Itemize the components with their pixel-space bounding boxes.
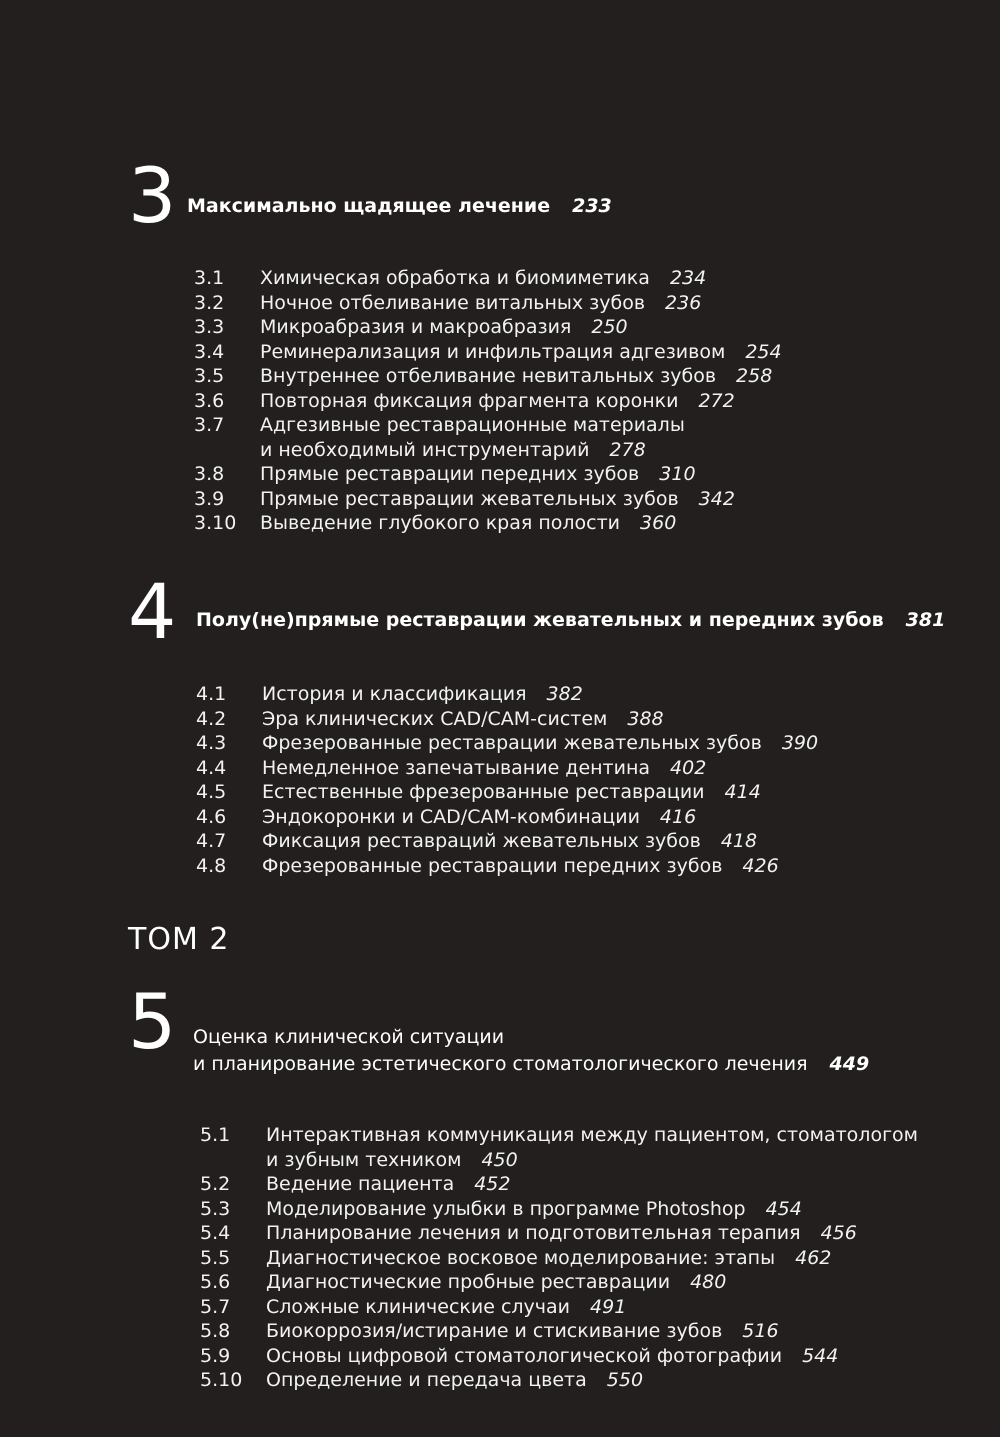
section-title: Ведение пациента <box>266 1173 455 1195</box>
toc-item-4-2[interactable] <box>196 707 818 732</box>
toc-item-3-9[interactable] <box>194 487 782 512</box>
section-number: 3.5 <box>194 365 225 387</box>
section-title: Прямые реставрации жевательных зубов <box>260 487 679 510</box>
section-page: 454 <box>765 1197 802 1220</box>
toc-item-5-8[interactable] <box>200 1319 918 1344</box>
section-page: 418 <box>720 830 758 852</box>
section-title: Диагностическое восковое моделирование: этапы <box>266 1246 776 1269</box>
section-number: 5.7 <box>200 1295 231 1318</box>
chapter-3-page: 233 <box>572 195 612 217</box>
section-page: 382 <box>546 683 583 705</box>
section-number: 3.4 <box>194 340 225 363</box>
chapter-3-title[interactable] <box>187 193 612 219</box>
toc-item-5-9[interactable] <box>200 1344 918 1369</box>
section-page: 480 <box>690 1271 727 1293</box>
section-page: 491 <box>590 1295 627 1318</box>
section-page: 390 <box>781 732 819 754</box>
chapter-3-title-text: Максимально щадящее лечение <box>187 195 551 217</box>
toc-item-3-5[interactable] <box>194 364 782 389</box>
section-number: 5.1 <box>200 1124 231 1146</box>
section-number: 3.1 <box>194 267 225 289</box>
section-number: 5.9 <box>200 1344 231 1367</box>
section-title-line1: Интерактивная коммуникация между пациентом, стоматологом <box>266 1124 919 1146</box>
section-page: 234 <box>669 267 707 289</box>
section-page: 450 <box>481 1148 518 1171</box>
toc-item-3-10[interactable] <box>194 511 782 536</box>
chapter-4-page: 381 <box>905 609 946 631</box>
toc-item-5-3[interactable] <box>200 1197 918 1222</box>
section-title: Внутреннее отбеливание невитальных зубов <box>260 365 717 387</box>
toc-item-5-6[interactable] <box>200 1270 918 1295</box>
section-title: Реминерализация и инфильтрация адгезивом <box>260 340 726 363</box>
section-page: 254 <box>745 340 782 363</box>
section-title: Естественные фрезерованные реставрации <box>262 781 705 803</box>
section-title: История и классификация <box>262 683 527 705</box>
section-page: 388 <box>627 707 664 730</box>
section-title: Ночное отбеливание витальных зубов <box>260 291 646 314</box>
section-page: 360 <box>640 512 677 534</box>
section-title-line2: и необходимый инструментарий <box>260 438 590 461</box>
toc-item-3-7[interactable] <box>194 413 782 462</box>
section-title: Планирование лечения и подготовительная терапия <box>266 1222 801 1244</box>
chapter-4-title[interactable] <box>196 607 945 633</box>
toc-item-5-7[interactable] <box>200 1295 918 1320</box>
section-title: Микроабразия и макроабразия <box>260 316 572 338</box>
section-number: 5.4 <box>200 1222 231 1244</box>
toc-item-3-3[interactable] <box>194 315 782 340</box>
section-title: Сложные клинические случаи <box>266 1295 571 1318</box>
section-page: 550 <box>606 1369 644 1391</box>
section-number: 4.3 <box>196 732 227 754</box>
section-title: Выведение глубокого края полости <box>260 512 621 534</box>
toc-item-4-7[interactable] <box>196 829 818 854</box>
section-number: 3.8 <box>194 463 225 485</box>
toc-item-5-5[interactable] <box>200 1246 918 1271</box>
toc-item-4-3[interactable] <box>196 731 818 756</box>
section-number: 4.2 <box>196 707 227 730</box>
section-number: 5.5 <box>200 1246 231 1269</box>
section-page: 342 <box>698 487 735 510</box>
toc-item-5-4[interactable] <box>200 1221 918 1246</box>
section-page: 544 <box>802 1344 839 1367</box>
toc-item-3-1[interactable] <box>194 266 782 291</box>
section-title: Фрезерованные реставрации передних зубов <box>262 854 723 877</box>
section-page: 310 <box>659 463 696 485</box>
section-number: 5.6 <box>200 1271 231 1293</box>
toc-item-4-4[interactable] <box>196 756 818 781</box>
section-number: 3.7 <box>194 414 225 436</box>
toc-item-3-6[interactable] <box>194 389 782 414</box>
section-title: Фиксация реставраций жевательных зубов <box>262 830 701 852</box>
toc-item-3-4[interactable] <box>194 340 782 365</box>
section-title: Повторная фиксация фрагмента коронки <box>260 389 679 412</box>
section-page: 426 <box>742 854 779 877</box>
section-page: 462 <box>795 1246 832 1269</box>
volume-heading: ТОМ 2 <box>128 922 230 957</box>
section-number: 5.2 <box>200 1173 231 1195</box>
section-title: Химическая обработка и биомиметика <box>260 267 650 289</box>
section-title: Немедленное запечатывание дентина <box>262 756 651 779</box>
chapter-4-number: 4 <box>128 567 177 656</box>
section-page: 258 <box>736 365 773 387</box>
toc-item-4-1[interactable] <box>196 682 818 707</box>
chapter-5-title-line1: Оценка клинической ситуации <box>193 1026 505 1048</box>
chapter-3-number: 3 <box>128 151 177 240</box>
section-number: 5.10 <box>200 1369 243 1391</box>
section-number: 5.3 <box>200 1197 231 1220</box>
section-page: 272 <box>698 389 735 412</box>
chapter-4-title-text: Полу(не)прямые реставрации жевательных и передних зубов <box>196 609 884 631</box>
section-number: 3.9 <box>194 487 225 510</box>
section-page: 456 <box>820 1222 857 1244</box>
chapter-3-sections <box>194 266 782 536</box>
toc-item-3-8[interactable] <box>194 462 782 487</box>
section-title: Диагностические пробные реставрации <box>266 1271 671 1293</box>
toc-item-3-2[interactable] <box>194 291 782 316</box>
section-title-line2: и зубным техником <box>266 1148 462 1171</box>
section-title: Фрезерованные реставрации жевательных зубов <box>262 732 762 754</box>
section-number: 3.3 <box>194 316 225 338</box>
section-title: Основы цифровой стоматологической фотографии <box>266 1344 783 1367</box>
section-page: 452 <box>474 1173 511 1195</box>
chapter-5-page: 449 <box>829 1053 870 1075</box>
chapter-5-title[interactable] <box>193 1024 869 1078</box>
section-number: 4.8 <box>196 854 227 877</box>
toc-item-5-1[interactable] <box>200 1123 918 1172</box>
section-page: 402 <box>670 756 707 779</box>
section-number: 4.4 <box>196 756 227 779</box>
section-title: Биокоррозия/истирание и стискивание зубов <box>266 1320 723 1342</box>
section-number: 4.5 <box>196 781 227 803</box>
section-title: Эндокоронки и CAD/CAM-комбинации <box>262 805 640 828</box>
toc-item-4-8[interactable] <box>196 854 818 879</box>
section-number: 3.2 <box>194 291 225 314</box>
section-title: Эра клинических CAD/CAM-систем <box>262 707 608 730</box>
section-number: 5.8 <box>200 1320 231 1342</box>
section-number: 3.6 <box>194 389 225 412</box>
chapter-5-title-line2: и планирование эстетического стоматологического лечения <box>193 1053 808 1075</box>
chapter-5-number: 5 <box>128 977 177 1066</box>
section-page: 278 <box>609 438 646 461</box>
section-number: 4.1 <box>196 683 227 705</box>
section-title: Прямые реставрации передних зубов <box>260 463 640 485</box>
section-number: 4.7 <box>196 830 227 852</box>
chapter-5-sections <box>200 1123 918 1393</box>
toc-item-5-2[interactable] <box>200 1172 918 1197</box>
section-title-line1: Адгезивные реставрационные материалы <box>260 414 685 436</box>
section-page: 236 <box>665 291 702 314</box>
section-page: 414 <box>724 781 761 803</box>
section-number: 3.10 <box>194 512 237 534</box>
toc-item-4-5[interactable] <box>196 780 818 805</box>
toc-item-4-6[interactable] <box>196 805 818 830</box>
toc-item-5-10[interactable] <box>200 1368 918 1393</box>
section-page: 516 <box>742 1320 779 1342</box>
section-page: 416 <box>659 805 697 828</box>
section-number: 4.6 <box>196 805 227 828</box>
section-page: 250 <box>591 316 628 338</box>
chapter-4-sections <box>196 682 818 878</box>
section-title: Моделирование улыбки в программе Photoshop <box>266 1197 746 1220</box>
section-title: Определение и передача цвета <box>266 1369 587 1391</box>
